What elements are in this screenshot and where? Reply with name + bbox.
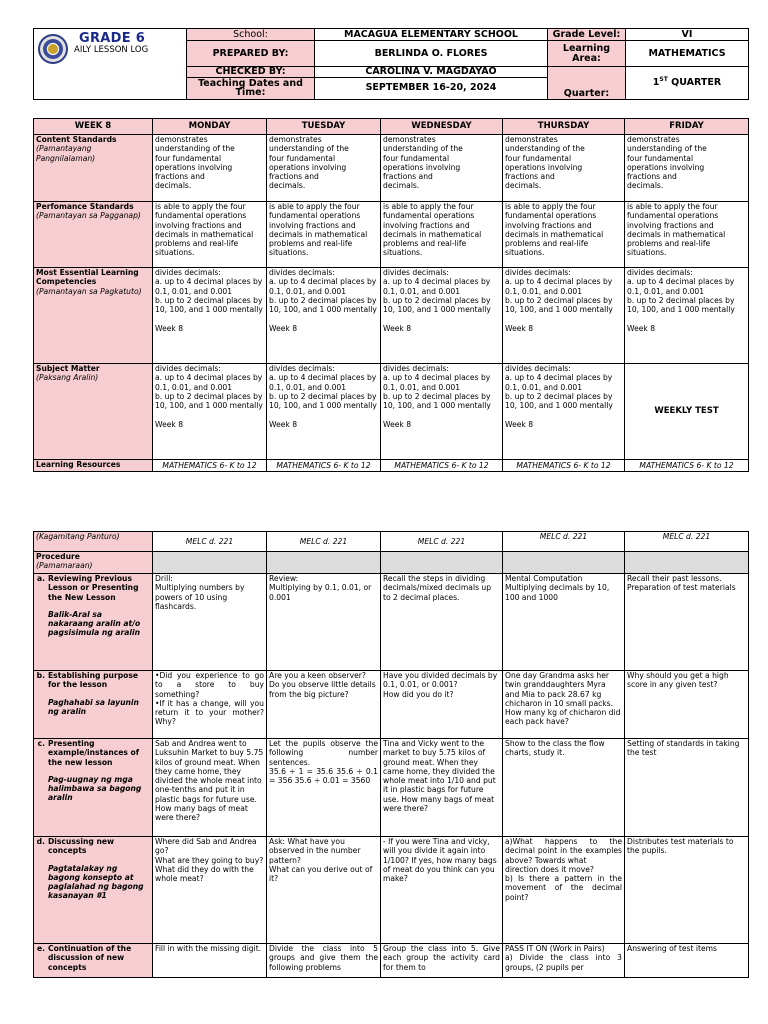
lesson-table-week [33,118,749,472]
cell-b-friday: Why should you get a high score in any given test? [625,671,749,739]
row-label-procedure: Procedure (Pamamaraan) [34,552,153,574]
cell-competency-wednesday: divides decimals: a. up to 4 decimal places by 0.1, 0.01, and 0.001 b. up to 2 decimal places by 10, 100, and 1 000 mentally Week 8 [381,268,503,364]
cell-e-tuesday: Divide the class into 5 groups and give them the following problems [267,944,381,978]
table-row [34,202,749,268]
cell-e-wednesday: Group the class into 5. Give each group the activity card for them to [381,944,503,978]
cell-subject-tuesday: divides decimals: a. up to 4 decimal places by 0.1, 0.01, and 0.001 b. up to 2 decimal places by 10, 100, and 1 000 mentally Week 8 [267,364,381,460]
cell-content-wednesday: demonstrates understanding of the four fundamental operations involving fractions and decimals. [381,135,503,202]
teaching-dates-label: Teaching Dates and Time: [187,77,315,99]
table-row [34,671,749,739]
cell-e-friday: Answering of test items [625,944,749,978]
cell-melc-monday: MELC d. 221 [153,532,267,552]
cell-melc-thursday: MELC d. 221 [503,532,625,552]
grade-level-value: VI [626,29,749,41]
cell-performance-wednesday: is able to apply the four fundamental operations involving fractions and decimals in mathematical problems and real-life situations. [381,202,503,268]
cell-b-tuesday: Are you a keen observer? Do you observe little details from the big picture? [267,671,381,739]
cell-c-friday: Setting of standards in taking the test [625,739,749,837]
row-label-performance-standards: Perfomance Standards (Pamantayan sa Pagganap) [34,202,153,268]
table-row [34,532,749,552]
row-label-a: a. Reviewing Previous Lesson or Presenting the New Lesson Balik-Aral sa nakaraang aralin at/o pagsisimula ng aralin [34,574,153,671]
table-row [34,135,749,202]
grade-level-label: Grade Level: [548,29,626,41]
cell-c-tuesday: Let the pupils observe the following number sentences. 35.6 ÷ 1 = 35.6 35.6 ÷ 0.1 = 356 35.6 ÷ 0.01 = 3560 [267,739,381,837]
cell-e-monday: Fill in with the missing digit. [153,944,267,978]
quarter-label: Quarter: [548,67,626,100]
table-row [34,552,749,574]
col-header-week: WEEK 8 [34,119,153,135]
table-row [34,460,749,472]
row-label-e: e. Continuation of the discussion of new concepts [34,944,153,978]
row-label-subject-matter: Subject Matter (Paksang Aralin) [34,364,153,460]
col-header-tuesday: TUESDAY [267,119,381,135]
cell-subject-monday: divides decimals: a. up to 4 decimal places by 0.1, 0.01, and 0.001 b. up to 2 decimal places by 10, 100, and 1 000 mentally Week 8 [153,364,267,460]
cell-content-friday: demonstrates understanding of the four fundamental operations involving fractions and decimals. [625,135,749,202]
cell-b-thursday: One day Grandma asks her twin granddaughters Myra and Mia to pack 28.67 kg chicharon in 10 small packs. How many kg of chicharon did each pack have? [503,671,625,739]
cell-b-monday: •Did you experience to go to a store to buy something? •If it has a change, will you return it to your mother? Why? [153,671,267,739]
cell-resources-monday: MATHEMATICS 6- K to 12 [153,460,267,472]
cell-a-thursday: Mental Computation Multiplying decimals by 10, 100 and 1000 [503,574,625,671]
row-label-d: d. Discussing new concepts Pagtatalakay ng bagong konsepto at paglalahad ng bagong kasanayan #1 [34,837,153,944]
cell-d-friday: Distributes test materials to the pupils. [625,837,749,944]
col-header-thursday: THURSDAY [503,119,625,135]
cell-a-tuesday: Review: Multiplying by 0.1, 0.01, or 0.001 [267,574,381,671]
table-row [34,944,749,978]
cell-resources-wednesday: MATHEMATICS 6- K to 12 [381,460,503,472]
cell-d-wednesday: - If you were Tina and vicky, will you divide it again into 1/100? If yes, how many bags of meat do you think can you make? [381,837,503,944]
cell-performance-friday: is able to apply the four fundamental operations involving fractions and decimals in mathematical problems and real-life situations. [625,202,749,268]
cell-content-tuesday: demonstrates understanding of the four fundamental operations involving fractions and decimals. [267,135,381,202]
deped-seal-icon [38,34,68,64]
cell-competency-monday: divides decimals: a. up to 4 decimal places by 0.1, 0.01, and 0.001 b. up to 2 decimal places by 10, 100, and 1 000 mentally Week 8 [153,268,267,364]
teaching-dates-value: SEPTEMBER 16-20, 2024 [315,77,548,99]
cell-competency-tuesday: divides decimals: a. up to 4 decimal places by 0.1, 0.01, and 0.001 b. up to 2 decimal places by 10, 100, and 1 000 mentally Week 8 [267,268,381,364]
cell-content-thursday: demonstrates understanding of the four fundamental operations involving fractions and decimals. [503,135,625,202]
cell-performance-tuesday: is able to apply the four fundamental operations involving fractions and decimals in mathematical problems and real-life situations. [267,202,381,268]
col-header-monday: MONDAY [153,119,267,135]
table-row [34,739,749,837]
cell-d-tuesday: Ask: What have you observed in the number pattern? What can you derive out of it? [267,837,381,944]
row-label-resources: Learning Resources [34,460,153,472]
learning-area-label: Learning Area: [548,41,626,67]
checked-by-label: CHECKED BY: [187,67,315,78]
cell-resources-friday: MATHEMATICS 6- K to 12 [625,460,749,472]
table-row [34,837,749,944]
col-header-wednesday: WEDNESDAY [381,119,503,135]
cell-melc-friday: MELC d. 221 [625,532,749,552]
lesson-log-title: AILY LESSON LOG [74,45,149,55]
cell-resources-tuesday: MATHEMATICS 6- K to 12 [267,460,381,472]
row-label-b: b. Establishing purpose for the lesson Paghahabi sa layunin ng aralin [34,671,153,739]
row-label-c: c. Presenting example/instances of the new lesson Pag-uugnay ng mga halimbawa sa bagong aralin [34,739,153,837]
table-row [34,574,749,671]
cell-subject-wednesday: divides decimals: a. up to 4 decimal places by 0.1, 0.01, and 0.001 b. up to 2 decimal places by 10, 100, and 1 000 mentally Week 8 [381,364,503,460]
table-row [34,364,749,460]
cell-content-monday: demonstrates understanding of the four fundamental operations involving fractions and decimals. [153,135,267,202]
cell-procedure-gray [503,552,625,574]
cell-a-monday: Drill: Multiplying numbers by powers of 10 using flashcards. [153,574,267,671]
lesson-table-procedure [33,531,749,978]
cell-procedure-gray [381,552,503,574]
cell-c-monday: Sab and Andrea went to Luksuhin Market to buy 5.75 kilos of ground meat. When they came home, they divided the whole meat into one-tenths and put it in plastic bags for future use. How many bags of meat were there? [153,739,267,837]
cell-subject-thursday: divides decimals: a. up to 4 decimal places by 0.1, 0.01, and 0.001 b. up to 2 decimal places by 10, 100, and 1 000 mentally Week 8 [503,364,625,460]
cell-e-thursday: PASS IT ON (Work in Pairs) a) Divide the class into 3 groups, (2 pupils per [503,944,625,978]
prepared-by-value: BERLINDA O. FLORES [315,41,548,67]
cell-b-wednesday: Have you divided decimals by 0.1, 0.01, or 0.001? How did you do it? [381,671,503,739]
col-header-friday: FRIDAY [625,119,749,135]
cell-procedure-gray [267,552,381,574]
cell-procedure-gray [625,552,749,574]
cell-c-thursday: Show to the class the flow charts, study it. [503,739,625,837]
cell-melc-tuesday: MELC d. 221 [267,532,381,552]
cell-subject-friday: WEEKLY TEST [625,364,749,460]
cell-melc-wednesday: MELC d. 221 [381,532,503,552]
header-logo-cell [34,29,187,100]
grade-title: GRADE 6 [79,31,146,46]
prepared-by-label: PREPARED BY: [187,41,315,67]
quarter-value: 1ST QUARTER [626,67,749,100]
school-label: School: [187,29,315,41]
cell-competency-thursday: divides decimals: a. up to 4 decimal places by 0.1, 0.01, and 0.001 b. up to 2 decimal places by 10, 100, and 1 000 mentally Week 8 [503,268,625,364]
cell-c-wednesday: Tina and Vicky went to the market to buy 5.75 kilos of ground meat. When they came home, they divided the whole meat into 1/10 and put it in plastic bags for future use. How many bags of meat were there? [381,739,503,837]
cell-performance-monday: is able to apply the four fundamental operations involving fractions and decimals in mathematical problems and real-life situations. [153,202,267,268]
row-label-kagamitan: (Kagamitang Panturo) [34,532,153,552]
checked-by-value: CAROLINA V. MAGDAYAO [315,67,548,78]
row-label-competencies: Most Essential Learning Competencies (Pamantayan sa Pagkatuto) [34,268,153,364]
header-table [33,28,749,100]
learning-area-value: MATHEMATICS [626,41,749,67]
table-header-row [34,119,749,135]
school-value: MACAGUA ELEMENTARY SCHOOL [315,29,548,41]
table-row [34,268,749,364]
cell-a-wednesday: Recall the steps in dividing decimals/mixed decimals up to 2 decimal places. [381,574,503,671]
cell-competency-friday: divides decimals: a. up to 4 decimal places by 0.1, 0.01, and 0.001 b. up to 2 decimal places by 10, 100, and 1 000 mentally Week 8 [625,268,749,364]
cell-performance-thursday: is able to apply the four fundamental operations involving fractions and decimals in mathematical problems and real-life situations. [503,202,625,268]
cell-d-monday: Where did Sab and Andrea go? What are they going to buy? What did they do with the whole meat? [153,837,267,944]
cell-resources-thursday: MATHEMATICS 6- K to 12 [503,460,625,472]
cell-procedure-gray [153,552,267,574]
cell-a-friday: Recall their past lessons. Preparation of test materials [625,574,749,671]
cell-d-thursday: a)What happens to the decimal point in the examples above? Towards what direction does it move? b) Is there a pattern in the movement of the decimal point? [503,837,625,944]
row-label-content-standards: Content Standards (Pamantayang Pangnilalaman) [34,135,153,202]
